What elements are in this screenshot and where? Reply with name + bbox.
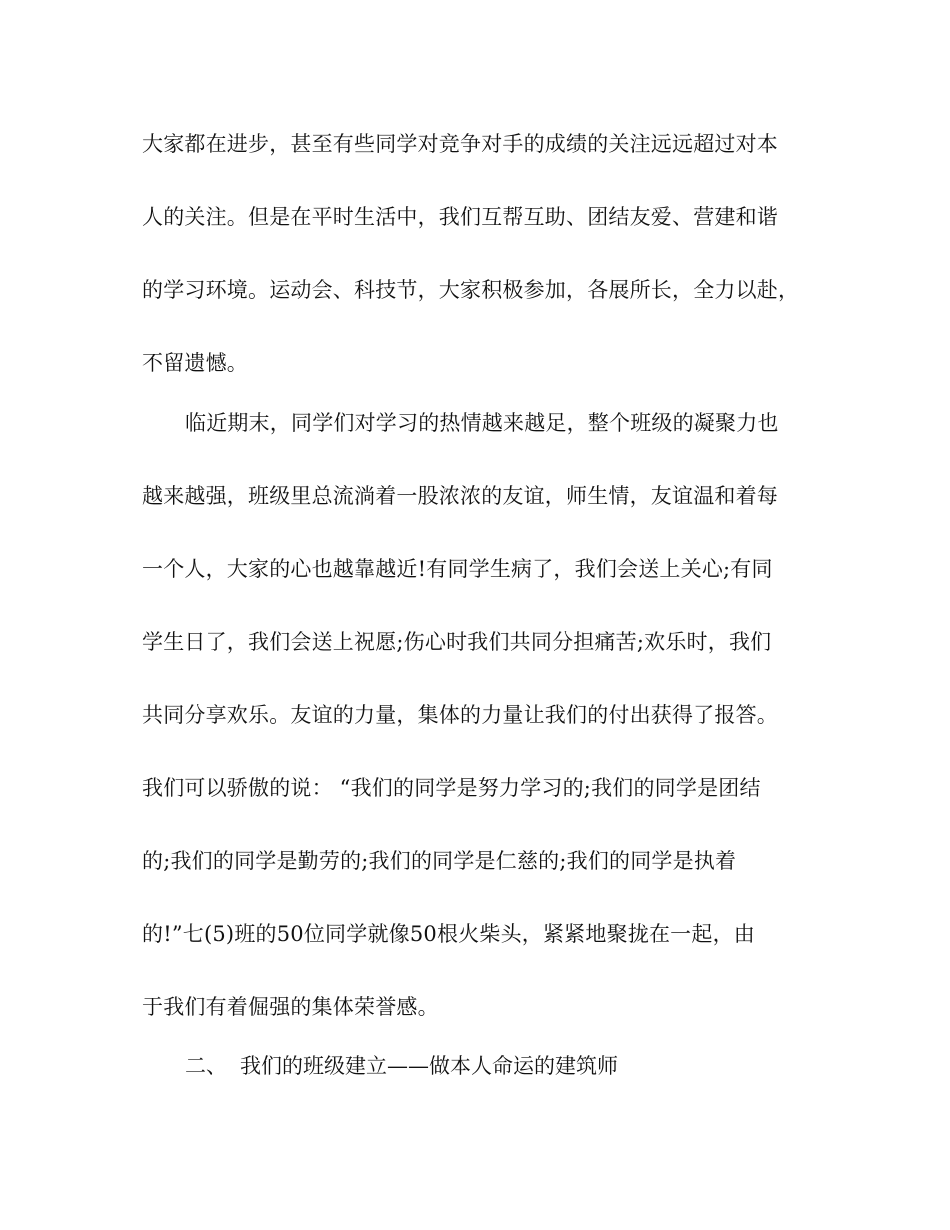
paragraph-line: 大家都在进步，甚至有些同学对竞争对手的成绩的关注远远超过对本 [142,132,778,156]
paragraph-line: 的;我们的同学是勤劳的;我们的同学是仁慈的;我们的同学是执着 [142,849,737,873]
paragraph-line: 的学习环境。运动会、科技节，大家积极参加，各展所长，全力以赴， [142,278,800,302]
paragraph-line: 一个人，大家的心也越靠越近!有同学生病了，我们会送上关心;有同 [142,557,773,581]
paragraph-line: 我们可以骄傲的说： “我们的同学是努力学习的;我们的同学是团结 [142,776,761,800]
paragraph-line: 人的关注。但是在平时生活中，我们互帮互助、团结友爱、营建和谐 [142,205,778,229]
section-heading: 我们的班级建立——做本人命运的建筑师 [240,1054,618,1078]
paragraph-line: 越来越强，班级里总流淌着一股浓浓的友谊，师生情，友谊温和着每 [142,484,778,508]
paragraph-line: 不留遗憾。 [142,351,248,375]
paragraph-line: 临近期末，同学们对学习的热情越来越足，整个班级的凝聚力也 [185,411,779,435]
paragraph-line: 共同分享欢乐。友谊的力量，集体的力量让我们的付出获得了报答。 [142,703,778,727]
section-number: 二、 [185,1054,227,1078]
paragraph-line: 学生日了，我们会送上祝愿;伤心时我们共同分担痛苦;欢乐时，我们 [142,630,772,654]
paragraph-line: 的!”七(5)班的50位同学就像50根火柴头，紧紧地聚拢在一起，由 [142,922,755,946]
paragraph-line: 于我们有着倔强的集体荣誉感。 [142,995,439,1019]
